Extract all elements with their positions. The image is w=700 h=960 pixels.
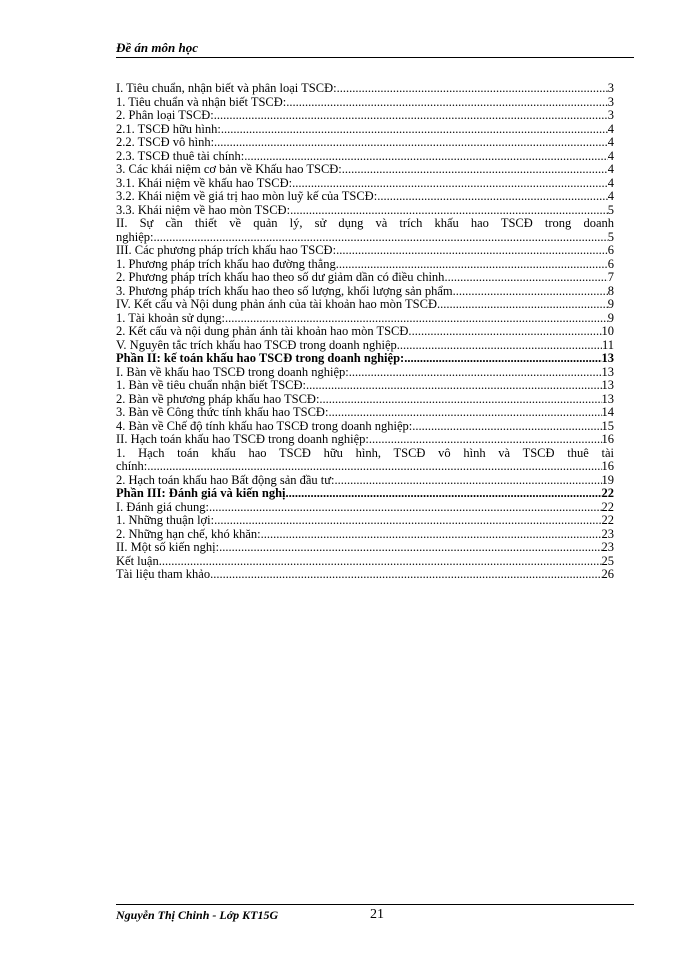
toc-entry[interactable] [116, 177, 614, 191]
toc-entry-label: chính: [116, 460, 148, 473]
toc-entry-page: 16 [601, 460, 614, 473]
toc-entry[interactable] [116, 528, 614, 542]
toc-entry-label: 2.1. TSCĐ hữu hình: [116, 122, 221, 136]
toc-entry-leader [261, 528, 602, 542]
toc-entry-leader [400, 339, 602, 353]
toc-entry[interactable] [116, 217, 614, 231]
toc-entry[interactable] [116, 258, 614, 272]
toc-entry[interactable] [116, 244, 614, 258]
toc-entry[interactable] [116, 150, 614, 164]
toc-entry[interactable] [116, 352, 614, 366]
toc-entry-page: 14 [601, 406, 614, 419]
toc-entry-leader [290, 204, 608, 218]
toc-entry-leader [221, 123, 608, 137]
toc-entry-label: I. Bàn về khấu hao TSCĐ trong doanh nghiệp: [116, 365, 349, 379]
toc-entry-leader [214, 514, 601, 528]
toc-entry-leader [328, 406, 601, 420]
toc-entry-label: 2.2. TSCĐ vô hình: [116, 136, 215, 149]
toc-entry-label: II. Hạch toán khấu hao TSCĐ trong doanh nghiệp: [116, 433, 369, 446]
page-footer [116, 904, 634, 922]
toc-entry-label: 3. Bàn về Công thức tính khấu hao TSCĐ: [116, 406, 329, 419]
toc-entry-page: 22 [601, 500, 614, 514]
toc-entry-leader [369, 433, 602, 447]
toc-entry-page: 5 [607, 230, 614, 244]
toc-entry-leader [210, 568, 601, 582]
footer-author: Nguyễn Thị Chinh - Lớp KT15G [116, 908, 279, 922]
toc-entry[interactable] [116, 433, 614, 447]
toc-entry[interactable] [116, 514, 614, 528]
toc-entry-page: 3 [607, 82, 614, 95]
toc-entry-label: 1. Bàn về tiêu chuẩn nhận biết TSCĐ: [116, 379, 307, 392]
toc-entry-page: 4 [607, 176, 614, 190]
toc-entry-label: 2. Bàn về phương pháp khấu hao TSCĐ: [116, 392, 320, 406]
toc-entry[interactable] [116, 501, 614, 515]
toc-entry-label: I. Đánh giá chung: [116, 500, 210, 514]
toc-entry-label: Phần II: kế toán khấu hao TSCĐ trong doanh nghiệp: [116, 352, 405, 365]
toc-entry-label: 2. Phân loại TSCĐ: [116, 109, 214, 122]
toc-entry-label: 1. Tiêu chuẩn và nhận biết TSCĐ: [116, 95, 287, 109]
toc-entry-label: Phần III: Đánh giá và kiến nghị [116, 487, 286, 500]
toc-entry-label: 2. Kết cấu và nội dung phản ánh tài khoản hao mòn TSCĐ. [116, 325, 412, 338]
toc-entry-leader [404, 352, 601, 366]
toc-entry-leader [214, 136, 608, 150]
toc-entry-leader [342, 163, 608, 177]
toc-entry-leader [147, 460, 601, 474]
toc-entry[interactable] [116, 460, 614, 474]
toc-entry-page: 5 [607, 203, 614, 217]
toc-entry-label: 3.1. Khái niệm về khấu hao TSCĐ: [116, 176, 293, 190]
toc-entry[interactable] [116, 136, 614, 150]
toc-entry-leader [159, 555, 602, 569]
toc-entry-page: 8 [607, 284, 614, 298]
toc-entry-leader [412, 325, 602, 339]
toc-entry[interactable] [116, 568, 614, 582]
toc-entry[interactable] [116, 366, 614, 380]
toc-entry[interactable] [116, 82, 614, 96]
toc-entry-label: 2. Hạch toán khấu hao Bất động sản đầu tư: [116, 473, 335, 487]
toc-entry-label: nghiệp: [116, 230, 154, 244]
toc-entry[interactable] [116, 204, 614, 218]
toc-entry-page: 13 [601, 379, 614, 392]
toc-entry-page: 22 [601, 514, 614, 527]
toc-entry-page: 22 [601, 487, 614, 500]
toc-entry[interactable] [116, 325, 614, 339]
toc-entry-label: Kết luận [116, 554, 159, 568]
toc-entry-page: 25 [601, 554, 614, 568]
toc-entry-page: 4 [607, 163, 614, 176]
toc-entry-leader [319, 393, 601, 407]
toc-entry-page: 6 [607, 244, 614, 257]
toc-entry[interactable] [116, 163, 614, 177]
toc-entry-page: 13 [601, 392, 614, 406]
toc-entry[interactable] [116, 298, 614, 312]
toc-entry[interactable] [116, 474, 614, 488]
toc-entry-leader [437, 298, 608, 312]
toc-entry[interactable] [116, 406, 614, 420]
toc-entry-leader [349, 366, 602, 380]
toc-entry[interactable] [116, 379, 614, 393]
toc-entry-leader [209, 501, 601, 515]
toc-entry-label: 2. Phương pháp trích khấu hao theo số dư giảm dần có điều chỉnh [116, 271, 445, 284]
toc-entry-label: I. Tiêu chuẩn, nhận biết và phân loại TSCĐ: [116, 82, 337, 95]
toc-entry-page: 4 [607, 136, 614, 149]
toc-entry-label: 4. Bàn về Chế độ tính khấu hao TSCĐ trong doanh nghiệp: [116, 419, 413, 433]
toc-entry-label: 1. Tài khoản sử dụng: [116, 311, 225, 325]
toc-entry[interactable] [116, 123, 614, 137]
toc-entry-leader [244, 150, 608, 164]
toc-entry-label: 1. Phương pháp trích khấu hao đường thẳng [116, 257, 336, 271]
toc-entry-label: III. Các phương pháp trích khấu hao TSCĐ: [116, 244, 337, 257]
toc-entry-page: 13 [601, 352, 614, 365]
toc-entry-label: 1. Những thuận lợi: [116, 514, 215, 527]
toc-entry-leader [335, 474, 602, 488]
toc-entry[interactable] [116, 231, 614, 245]
toc-entry-leader [306, 379, 601, 393]
toc-entry-page: 9 [607, 311, 614, 325]
toc-entry-page: 10 [601, 325, 614, 338]
toc-entry-label: IV. Kết cấu và Nội dung phản ánh của tài khoản hao mòn TSCĐ [116, 298, 438, 311]
toc-entry-leader [286, 96, 607, 110]
toc-entry[interactable] [116, 190, 614, 204]
toc-entry-label: 3.2. Khái niệm về giá trị hao mòn luỹ kế của TSCĐ: [116, 190, 378, 203]
toc-entry[interactable] [116, 96, 614, 110]
toc-entry[interactable] [116, 312, 614, 326]
toc-entry-leader [286, 487, 602, 501]
toc-entry[interactable] [116, 487, 614, 501]
toc-entry-leader [225, 312, 608, 326]
toc-entry-leader [336, 258, 608, 272]
toc-entry-label: Tài liệu tham khảo [116, 568, 211, 581]
toc-entry-leader [292, 177, 608, 191]
table-of-contents [116, 82, 614, 582]
toc-entry-page: 26 [601, 568, 614, 581]
toc-entry-page: 23 [601, 541, 614, 554]
toc-entry-label: 3. Các khái niệm cơ bản về Khấu hao TSCĐ: [116, 163, 342, 176]
toc-entry-page: 19 [601, 473, 614, 487]
toc-entry-label: 2.3. TSCĐ thuê tài chính: [116, 149, 245, 163]
toc-entry-page: 4 [607, 190, 614, 203]
toc-entry-leader [412, 420, 601, 434]
toc-entry-page: 4 [607, 122, 614, 136]
toc-entry[interactable] [116, 420, 614, 434]
toc-entry-leader [154, 231, 608, 245]
toc-entry-page: 7 [607, 271, 614, 284]
toc-entry-leader [336, 244, 608, 258]
toc-entry-leader [214, 109, 608, 123]
toc-entry-page: 15 [601, 419, 614, 433]
toc-entry-label: 1. Hạch toán khấu hao TSCĐ hữu hình, TSCĐ vô hình và TSCĐ thuê tài [116, 446, 614, 460]
toc-entry-label: II. Một số kiến nghị: [116, 541, 220, 554]
toc-entry-label: 3.3. Khái niệm về hao mòn TSCĐ: [116, 203, 291, 217]
footer-page-number: 21 [370, 907, 384, 922]
toc-entry-page: 6 [607, 257, 614, 271]
toc-entry[interactable] [116, 285, 614, 299]
toc-entry-leader [377, 190, 608, 204]
toc-entry-page: 4 [607, 149, 614, 163]
toc-entry-page: 11 [601, 338, 614, 352]
toc-entry[interactable] [116, 541, 614, 555]
toc-entry[interactable] [116, 447, 614, 461]
toc-entry[interactable] [116, 109, 614, 123]
toc-entry[interactable] [116, 339, 614, 353]
toc-entry-page: 16 [601, 433, 614, 446]
toc-entry-page: 3 [607, 109, 614, 122]
toc-entry[interactable] [116, 393, 614, 407]
toc-entry-leader [219, 541, 601, 555]
page-header [116, 40, 634, 58]
toc-entry-label: II. Sự cần thiết về quản lý, sử dụng và trích khấu hao TSCĐ trong doanh [116, 217, 614, 230]
toc-entry[interactable] [116, 555, 614, 569]
toc-entry-page: 13 [601, 365, 614, 379]
toc-entry-label: 2. Những hạn chế, khó khăn: [116, 527, 261, 541]
toc-entry-label: V. Nguyên tắc trích khấu hao TSCĐ trong doanh nghiệp. [116, 338, 400, 352]
toc-entry-leader [444, 271, 607, 285]
toc-entry-page: 3 [607, 95, 614, 109]
toc-entry-page: 23 [601, 527, 614, 541]
toc-entry-leader [337, 82, 608, 96]
toc-entry[interactable] [116, 271, 614, 285]
toc-entry-leader [453, 285, 608, 299]
toc-entry-page: 9 [607, 298, 614, 311]
toc-entry-label: 3. Phương pháp trích khấu hao theo số lượng, khối lượng sản phẩm [116, 284, 453, 298]
header-title: Đề án môn học [116, 40, 198, 55]
